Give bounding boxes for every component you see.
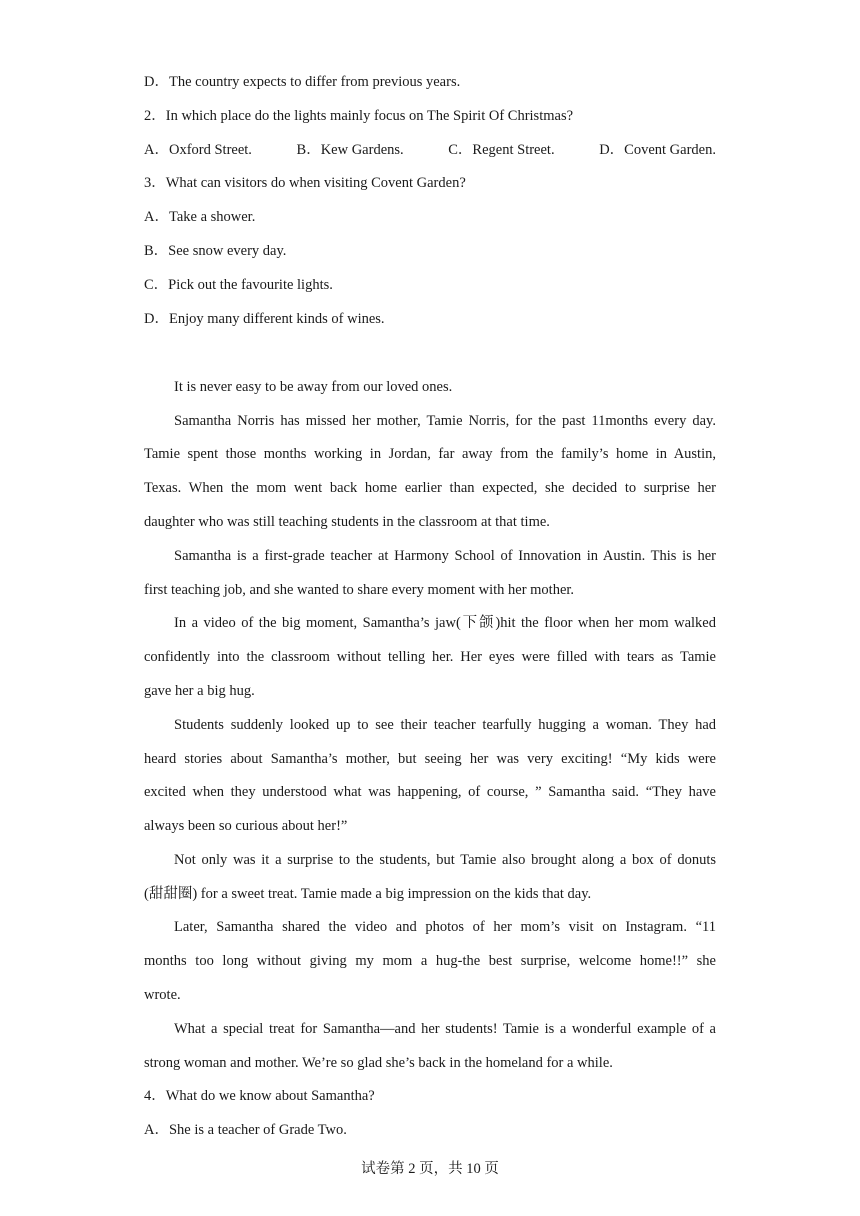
q4-option-a: A．She is a teacher of Grade Two.	[144, 1122, 347, 1138]
q2-options	[144, 140, 716, 160]
passage-p5-line2: heard stories about Samantha’s mother, but seeing her was very exciting! “My kids were	[144, 751, 716, 767]
passage-p2-line3: Texas. When the mom went back home earlier than expected, she decided to surprise her	[144, 480, 716, 496]
passage-p3-line1: Samantha is a first-grade teacher at Harmony School of Innovation in Austin. This is her	[174, 548, 716, 564]
passage-p5-line1: Students suddenly looked up to see their teacher tearfully hugging a woman. They had	[174, 717, 716, 733]
q4-stem: 4．What do we know about Samantha?	[144, 1088, 375, 1104]
passage-p2-line4: daughter who was still teaching students in the classroom at that time.	[144, 514, 550, 530]
passage-p5-line3: excited when they understood what was happening, of course, ” Samantha said. “They have	[144, 784, 716, 800]
q2-option-b: B．Kew Gardens.	[296, 142, 404, 158]
passage-p7-line2: months too long without giving my mom a hug-the best surprise, welcome home!!” she	[144, 953, 716, 969]
q3-option-b: B．See snow every day.	[144, 243, 287, 259]
q2-option-a: A．Oxford Street.	[144, 142, 252, 158]
q3-option-a: A．Take a shower.	[144, 209, 256, 225]
passage-p2-line2: Tamie spent those months working in Jordan, far away from the family’s home in Austin,	[144, 446, 716, 462]
page-footer: 试卷第 2 页，共 10 页	[361, 1161, 499, 1177]
passage-p5-line4: always been so curious about her!”	[144, 818, 348, 834]
passage-p6-line2: (甜甜圈) for a sweet treat. Tamie made a big impression on the kids that day.	[144, 886, 592, 902]
passage-p8-line1: What a special treat for Samantha—and her students! Tamie is a wonderful example of a	[174, 1021, 716, 1037]
q3-option-d: D．Enjoy many different kinds of wines.	[144, 311, 385, 327]
passage-p4-line3: gave her a big hug.	[144, 683, 255, 699]
passage-p1: It is never easy to be away from our loved ones.	[174, 379, 453, 395]
passage-p8-line2: strong woman and mother. We’re so glad she’s back in the homeland for a while.	[144, 1055, 613, 1071]
q1-option-d: D．The country expects to differ from previous years.	[144, 74, 461, 90]
q2-stem: 2．In which place do the lights mainly focus on The Spirit Of Christmas?	[144, 108, 574, 124]
passage-p2-line1: Samantha Norris has missed her mother, Tamie Norris, for the past 11months every day.	[174, 413, 716, 429]
q2-option-d: D．Covent Garden.	[599, 142, 716, 158]
q3-stem: 3．What can visitors do when visiting Covent Garden?	[144, 175, 466, 191]
passage-p4-line2: confidently into the classroom without telling her. Her eyes were filled with tears as Tamie	[144, 649, 716, 665]
passage-p6-line1: Not only was it a surprise to the students, but Tamie also brought along a box of donuts	[174, 852, 716, 868]
passage-p3-line2: first teaching job, and she wanted to share every moment with her mother.	[144, 582, 575, 598]
passage-p7-line3: wrote.	[144, 987, 181, 1003]
q2-option-c: C．Regent Street.	[448, 142, 555, 158]
passage-p7-line1: Later, Samantha shared the video and photos of her mom’s visit on Instagram. “11	[174, 919, 716, 935]
q3-option-c: C．Pick out the favourite lights.	[144, 277, 333, 293]
passage-p4-line1: In a video of the big moment, Samantha’s jaw(下颌)hit the floor when her mom walked	[174, 615, 716, 631]
